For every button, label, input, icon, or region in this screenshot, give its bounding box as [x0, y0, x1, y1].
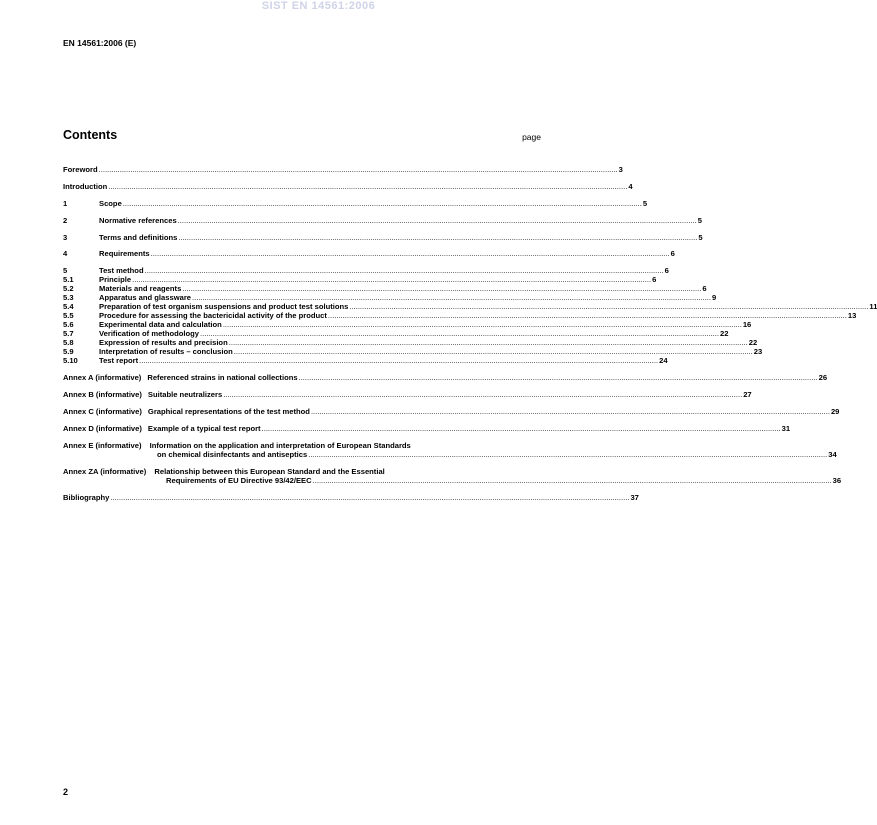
annex-label: Annex E (informative): [63, 440, 142, 450]
table-of-contents: [63, 165, 877, 502]
toc-entry-text: Interpretation of results – conclusion: [99, 347, 233, 357]
toc-entry-page: 5: [698, 232, 703, 242]
dot-leader: [313, 476, 832, 485]
toc-entry-annex-c[interactable]: [63, 407, 840, 417]
toc-entry-number: 2: [63, 215, 68, 225]
toc-entry-requirements[interactable]: [63, 249, 675, 259]
toc-entry-text: Test method: [99, 266, 144, 276]
toc-entry-page: 23: [753, 347, 763, 357]
toc-entry-text: Materials and reagents: [99, 284, 182, 294]
toc-entry-bibliography[interactable]: [63, 492, 639, 502]
toc-entry-foreword[interactable]: [63, 165, 623, 174]
toc-entry-text: Experimental data and calculation: [99, 320, 222, 330]
toc-entry-annex-e[interactable]: [63, 440, 837, 459]
dot-leader: [308, 450, 827, 459]
dot-leader: [200, 329, 719, 338]
toc-entry-text: Introduction: [63, 181, 108, 191]
dot-leader: [328, 311, 847, 320]
toc-entry-number: 5.1: [63, 275, 74, 285]
annex-label: Annex D (informative): [63, 423, 142, 433]
dot-leader: [123, 199, 642, 208]
toc-entry-page: 24: [659, 356, 668, 366]
toc-entry-page: 6: [702, 284, 707, 294]
toc-entry-test-method[interactable]: [63, 266, 669, 276]
dot-leader: [108, 182, 627, 191]
toc-entry-text: Test report: [99, 356, 139, 366]
toc-entry-page: 31: [781, 423, 791, 433]
toc-entry-page: 6: [670, 249, 675, 259]
toc-entry-text: Normative references: [99, 215, 177, 225]
toc-entry-text: Preparation of test organism suspensions and product test solutions: [99, 302, 349, 312]
toc-entry-interpretation[interactable]: [63, 347, 763, 357]
toc-entry-text: Verification of methodology: [99, 329, 199, 339]
toc-entry-number: 5.7: [63, 329, 74, 339]
toc-entry-number: 1: [63, 198, 68, 208]
toc-entry-verification[interactable]: [63, 329, 729, 339]
toc-entry-preparation[interactable]: [63, 302, 877, 312]
dot-leader: [223, 320, 742, 329]
footer-page-number: 2: [63, 787, 69, 797]
toc-entry-number: 5.8: [63, 338, 74, 348]
toc-entry-text: Referenced strains in national collections: [147, 373, 298, 383]
toc-entry-text: Example of a typical test report: [147, 423, 261, 433]
toc-entry-page: 13: [847, 311, 857, 321]
dot-leader: [311, 407, 830, 416]
toc-entry-text: Terms and definitions: [99, 232, 178, 242]
toc-entry-expression-results[interactable]: [63, 338, 758, 348]
toc-entry-text-line1: Information on the application and interpretation of European Standards: [149, 440, 411, 450]
toc-entry-experimental-data[interactable]: [63, 320, 752, 330]
toc-entry-number: 5.3: [63, 293, 74, 303]
annex-label: Annex C (informative): [63, 407, 142, 417]
toc-entry-number: 5.4: [63, 302, 74, 312]
document-id: EN 14561:2006 (E): [63, 38, 137, 48]
dot-leader: [139, 356, 658, 365]
toc-entry-annex-a[interactable]: [63, 373, 828, 383]
dot-leader: [99, 165, 618, 174]
toc-entry-text: Foreword: [63, 165, 98, 174]
toc-entry-page: 6: [664, 266, 669, 276]
toc-entry-normative-references[interactable]: [63, 215, 702, 225]
toc-entry-page: 3: [618, 165, 623, 174]
toc-entry-materials-reagents[interactable]: [63, 284, 707, 294]
toc-entry-page: 5: [642, 198, 648, 208]
toc-entry-annex-d[interactable]: [63, 423, 791, 433]
toc-entry-number: 5.6: [63, 320, 74, 330]
toc-entry-page: 37: [630, 492, 639, 502]
toc-entry-text: Scope: [99, 198, 122, 208]
dot-leader: [349, 302, 868, 311]
toc-entry-number: 5.2: [63, 284, 74, 294]
watermark: SIST EN 14561:2006: [261, 0, 376, 12]
toc-entry-procedure[interactable]: [63, 311, 857, 321]
dot-leader: [299, 373, 818, 382]
toc-entry-page: 27: [743, 390, 752, 400]
toc-entry-text-line2: on chemical disinfectants and antiseptics: [157, 449, 308, 459]
toc-entry-test-report[interactable]: [63, 356, 668, 366]
toc-entry-apparatus-glassware[interactable]: [63, 293, 717, 303]
toc-entry-text: Bibliography: [63, 492, 110, 502]
dot-leader: [229, 338, 748, 347]
toc-entry-introduction[interactable]: [63, 181, 633, 191]
annex-label: Annex B (informative): [63, 390, 142, 400]
dot-leader: [192, 293, 711, 302]
toc-entry-text: Expression of results and precision: [99, 338, 228, 348]
toc-entry-number: 5.9: [63, 347, 74, 357]
toc-entry-number: 4: [63, 249, 68, 259]
contents-title: Contents: [63, 128, 118, 142]
dot-leader: [223, 390, 742, 399]
toc-entry-annex-b[interactable]: [63, 390, 752, 400]
dot-leader: [132, 275, 651, 284]
toc-entry-page: 36: [832, 475, 842, 485]
toc-entry-page: 29: [830, 407, 840, 417]
toc-entry-page: 22: [748, 338, 758, 348]
toc-entry-principle[interactable]: [63, 275, 657, 285]
toc-entry-text: Suitable neutralizers: [147, 390, 223, 400]
toc-entry-page: 9: [712, 293, 717, 303]
toc-entry-text-line1: Relationship between this European Standard and the Essential: [154, 466, 385, 476]
toc-entry-page: 4: [628, 181, 633, 191]
toc-entry-scope[interactable]: [63, 198, 648, 208]
toc-entry-annex-za[interactable]: [63, 466, 842, 485]
toc-entry-number: 5.10: [63, 356, 78, 366]
dot-leader: [110, 493, 629, 502]
toc-entry-page: 5: [697, 215, 702, 225]
annex-label: Annex A (informative): [63, 373, 142, 383]
toc-entry-number: 5: [63, 266, 68, 276]
toc-entry-page: 11: [869, 302, 877, 312]
toc-entry-page: 16: [742, 320, 752, 330]
toc-entry-page: 34: [828, 449, 837, 459]
toc-entry-page: 22: [720, 329, 729, 339]
annex-label: Annex ZA (informative): [63, 466, 147, 476]
toc-entry-number: 3: [63, 232, 68, 242]
dot-leader: [178, 216, 697, 225]
dot-leader: [145, 266, 664, 275]
toc-entry-text: Principle: [99, 275, 132, 285]
toc-entry-text: Procedure for assessing the bactericidal activity of the product: [99, 311, 327, 321]
toc-entry-page: 6: [652, 275, 657, 285]
toc-entry-text: Graphical representations of the test method: [147, 407, 310, 417]
toc-entry-text-line2: Requirements of EU Directive 93/42/EEC: [166, 475, 312, 485]
toc-entry-page: 26: [818, 373, 828, 383]
toc-entry-text: Requirements: [99, 249, 150, 259]
toc-entry-text: Apparatus and glassware: [99, 293, 192, 303]
dot-leader: [151, 249, 670, 258]
page-column-label: page: [522, 132, 541, 142]
dot-leader: [178, 233, 697, 242]
toc-entry-number: 5.5: [63, 311, 74, 321]
toc-entry-terms-definitions[interactable]: [63, 232, 703, 242]
dot-leader: [182, 284, 701, 293]
dot-leader: [234, 347, 753, 356]
dot-leader: [262, 424, 781, 433]
